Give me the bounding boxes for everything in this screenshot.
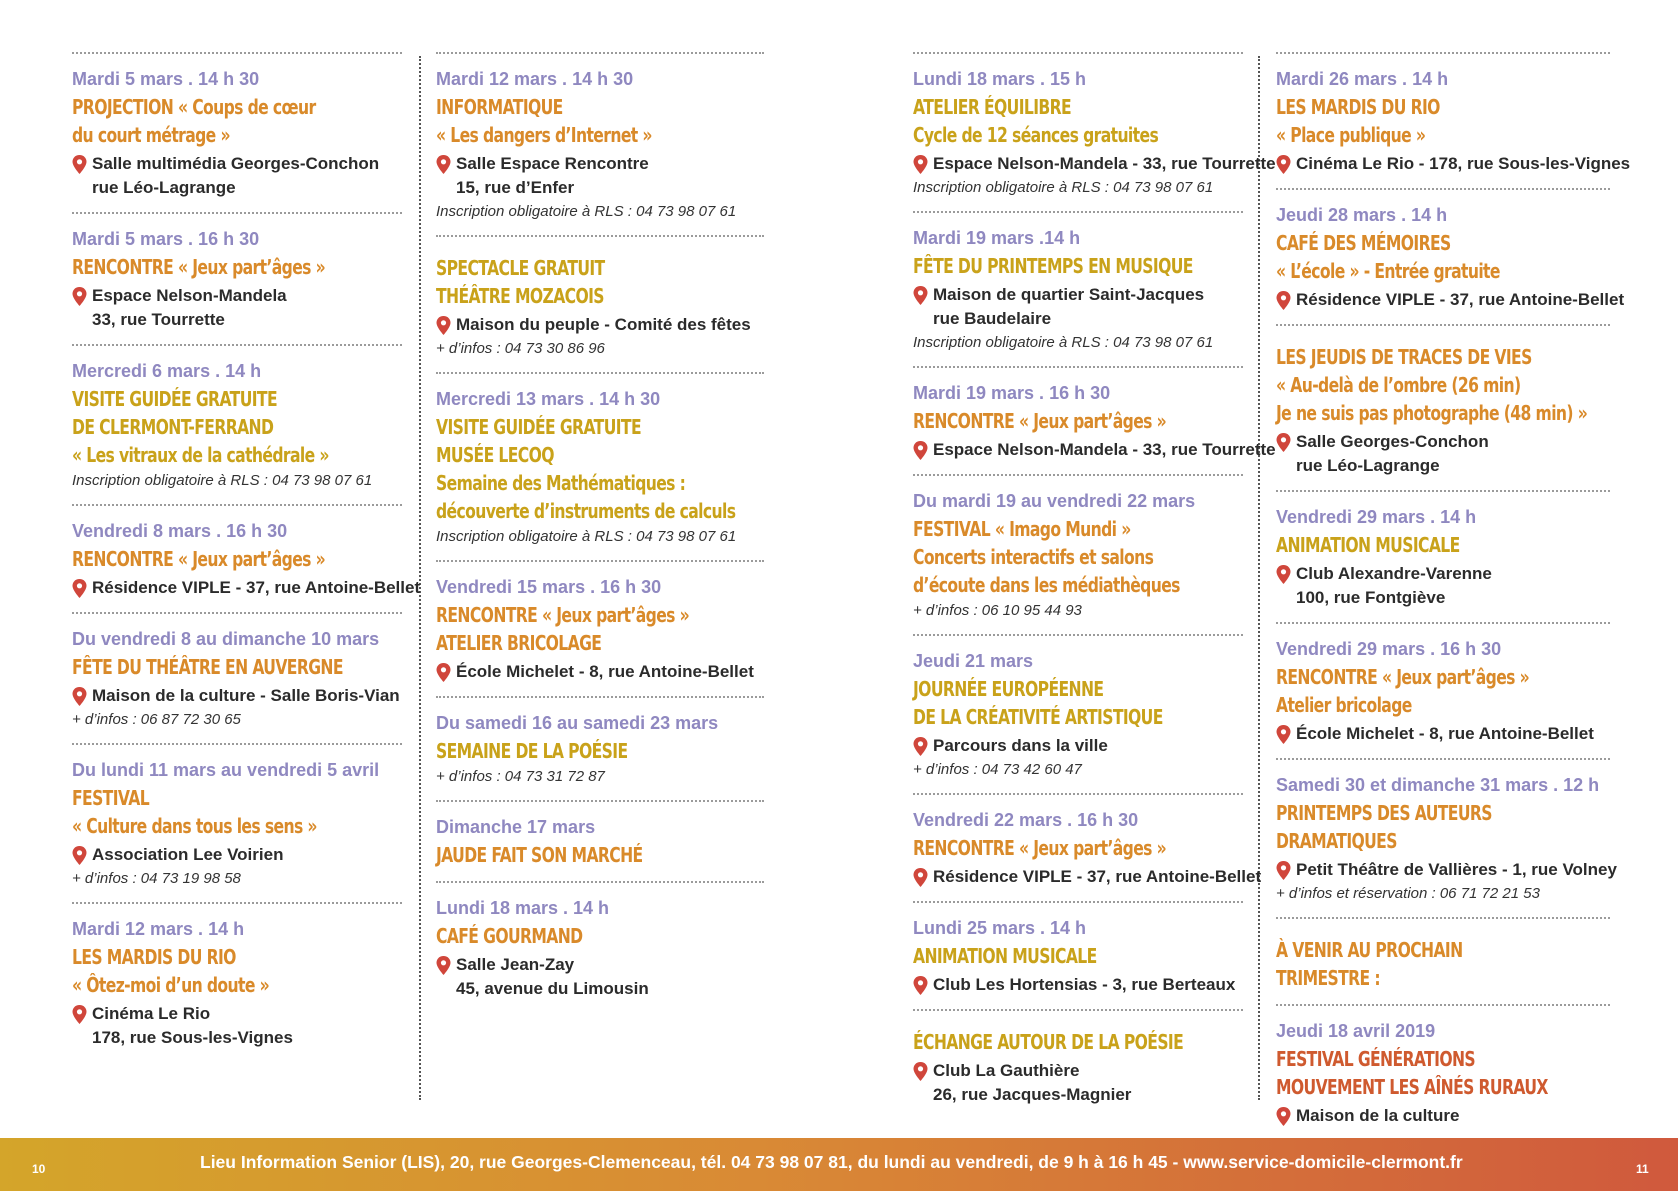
event-title [72,653,401,681]
event-title-line: FESTIVAL « Imago Mundi » [913,517,1131,541]
event-location-line: Maison de la culture [1296,1106,1460,1125]
event-title-line: découverte d’instruments de calculs [436,499,736,523]
event-location [913,152,1276,176]
event-title-line: PRINTEMPS DES AUTEURS [1276,801,1492,825]
event-title-line: « Place publique » [1276,123,1426,147]
event-date: Mardi 19 mars . 16 h 30 [913,383,1111,403]
events-column-3 [913,52,1276,1117]
event-item [1276,52,1631,190]
event-location-line: 45, avenue du Limousin [456,979,649,998]
event-date: Vendredi 29 mars . 14 h [1276,507,1477,527]
location-pin-icon [913,155,928,174]
event-location-line: rue Léo-Lagrange [92,178,236,197]
event-item [72,506,421,614]
event-location-line: Salle Espace Rencontre [456,154,649,173]
event-location-line: École Michelet - 8, rue Antoine-Bellet [1296,724,1594,743]
location-pin-icon [1276,725,1291,744]
event-title [913,407,1242,435]
event-location-line: Maison de la culture - Salle Boris-Vian [92,686,400,705]
event-item [72,745,402,904]
event-title-line: RENCONTRE « Jeux part’âges » [913,836,1167,860]
event-date: Dimanche 17 mars [436,817,596,837]
event-item [913,795,1262,903]
event-item [1276,760,1617,919]
event-item [1276,492,1610,624]
event-item [72,52,402,214]
footer-bar [0,1138,1678,1191]
event-location [913,973,1243,997]
event-location-line: Petit Théâtre de Vallières - 1, rue Volney [1296,860,1617,879]
location-pin-icon [1276,433,1291,452]
event-title-line: ATELIER ÉQUILIBRE [913,95,1072,119]
events-column-4 [1276,52,1631,1138]
event-title [1276,229,1609,285]
event-title-line: VISITE GUIDÉE GRATUITE [72,387,277,411]
event-item [1276,1006,1610,1138]
event-location-line: rue Baudelaire [933,309,1052,328]
event-title-line: Je ne suis pas photographe (48 min) » [1276,401,1588,425]
event-title [1276,343,1609,427]
event-item [1276,190,1625,326]
event-item [436,237,764,374]
event-item [72,214,402,346]
event-title-line: À VENIR AU PROCHAIN [1276,938,1463,962]
event-title-line: RENCONTRE « Jeux part’âges » [436,603,690,627]
event-title [436,93,763,149]
event-date: Jeudi 18 avril 2019 [1276,1021,1436,1041]
location-pin-icon [913,1062,928,1081]
event-title [1276,531,1609,559]
event-location [72,576,421,600]
event-title [913,1028,1242,1056]
event-location-line: Salle multimédia Georges-Conchon [92,154,380,173]
event-location-line: 15, rue d’Enfer [456,178,575,197]
footer-contact-text: Lieu Information Senior (LIS), 20, rue Georges-Clemenceau, tél. 04 73 98 07 81, du lundi au vendredi, de 9 h à 16 h 45 - www.service-domicile-clermont.fr [200,1152,1463,1172]
event-date: Lundi 18 mars . 15 h [913,69,1087,89]
event-title-line: « Les vitraux de la cathédrale » [72,443,329,467]
event-date: Vendredi 8 mars . 16 h 30 [72,521,288,541]
event-item [72,904,402,1060]
event-title-line: JOURNÉE EUROPÉENNE [913,677,1104,701]
event-item [1276,326,1610,492]
event-location [72,152,402,200]
event-location [1276,1104,1610,1128]
event-location [72,684,402,708]
event-item [1276,919,1610,1006]
event-date: Vendredi 15 mars . 16 h 30 [436,577,662,597]
event-title-line: Concerts interactifs et salons [913,545,1154,569]
event-info: + d’infos : 04 73 30 86 96 [436,340,605,357]
event-location [913,865,1262,889]
event-date: Jeudi 21 mars [913,651,1034,671]
event-title-line: FESTIVAL GÉNÉRATIONS [1276,1047,1476,1071]
location-pin-icon [1276,1107,1291,1126]
event-date: Samedi 30 et dimanche 31 mars . 12 h [1276,775,1600,795]
event-location-line: Cinéma Le Rio [92,1004,211,1023]
event-title-line: FESTIVAL [72,786,150,810]
event-location [913,734,1243,758]
event-title-line: RENCONTRE « Jeux part’âges » [913,409,1167,433]
location-pin-icon [1276,291,1291,310]
event-title-line: Cycle de 12 séances gratuites [913,123,1159,147]
event-location-line: Salle Jean-Zay [456,955,575,974]
event-location-line: Maison de quartier Saint-Jacques [933,285,1205,304]
event-title [72,253,401,281]
event-title-line: LES MARDIS DU RIO [72,945,236,969]
location-pin-icon [913,441,928,460]
location-pin-icon [72,155,87,174]
event-title-line: Semaine des Mathématiques : [436,471,686,495]
event-title-line: du court métrage » [72,123,230,147]
event-title-line: FÊTE DU PRINTEMPS EN MUSIQUE [913,254,1193,278]
event-date: Du lundi 11 mars au vendredi 5 avril [72,760,380,780]
event-location [1276,288,1625,312]
event-item [72,346,402,506]
event-title-line: DE LA CRÉATIVITÉ ARTISTIQUE [913,705,1163,729]
event-item [436,698,764,802]
event-location-line: 26, rue Jacques-Magnier [933,1085,1132,1104]
event-item [913,476,1243,636]
event-item [913,213,1243,368]
event-item [72,614,402,745]
event-info: Inscription obligatoire à RLS : 04 73 98 07 61 [913,179,1214,196]
event-location [72,1002,402,1050]
location-pin-icon [1276,155,1291,174]
location-pin-icon [436,956,451,975]
event-date: Mercredi 6 mars . 14 h [72,361,262,381]
event-title-line: SPECTACLE GRATUIT [436,256,605,280]
event-title-line: RENCONTRE « Jeux part’âges » [72,547,326,571]
page-number-right: 11 [1636,1162,1649,1176]
event-title-line: CAFÉ GOURMAND [436,924,583,948]
location-pin-icon [913,737,928,756]
event-location-line: Cinéma Le Rio - 178, rue Sous-les-Vignes [1296,154,1631,173]
event-item [913,368,1276,476]
event-location [436,152,764,200]
event-item [913,52,1276,213]
location-pin-icon [436,155,451,174]
event-location-line: Résidence VIPLE - 37, rue Antoine-Bellet [1296,290,1625,309]
event-info: + d’infos : 06 87 72 30 65 [72,711,241,728]
event-item [1276,624,1610,760]
event-title-line: TRIMESTRE : [1276,966,1380,990]
event-info: Inscription obligatoire à RLS : 04 73 98 07 61 [72,472,373,489]
event-item [913,903,1243,1011]
event-location-line: 33, rue Tourrette [92,310,225,329]
event-location [436,660,764,684]
event-date: Mardi 5 mars . 14 h 30 [72,69,260,89]
event-title [72,93,401,149]
event-location [1276,562,1610,610]
event-location-line: Parcours dans la ville [933,736,1108,755]
location-pin-icon [72,1005,87,1024]
event-title-line: LES MARDIS DU RIO [1276,95,1440,119]
location-pin-icon [72,579,87,598]
event-title [913,675,1242,731]
event-info: Inscription obligatoire à RLS : 04 73 98 07 61 [436,528,737,545]
location-pin-icon [436,316,451,335]
event-title-line: JAUDE FAIT SON MARCHÉ [436,843,643,867]
event-date: Mardi 19 mars .14 h [913,228,1081,248]
location-pin-icon [1276,565,1291,584]
event-title-line: PROJECTION « Coups de cœur [72,95,316,119]
event-location [913,438,1276,462]
event-location-line: Résidence VIPLE - 37, rue Antoine-Bellet [933,867,1262,886]
event-location-line: Club La Gauthière [933,1061,1080,1080]
location-pin-icon [913,868,928,887]
event-info: Inscription obligatoire à RLS : 04 73 98 07 61 [913,334,1214,351]
event-title [436,841,763,869]
event-info: Inscription obligatoire à RLS : 04 73 98 07 61 [436,203,737,220]
event-date: Mardi 5 mars . 16 h 30 [72,229,260,249]
event-location [913,1059,1243,1107]
event-title-line: MOUVEMENT LES AÎNÉS RURAUX [1276,1075,1548,1099]
event-location-line: Association Lee Voirien [92,845,284,864]
event-date: Du vendredi 8 au dimanche 10 mars [72,629,380,649]
event-location-line: Résidence VIPLE - 37, rue Antoine-Bellet [92,578,421,597]
event-title-line: RENCONTRE « Jeux part’âges » [72,255,326,279]
event-item [436,52,764,237]
event-title-line: RENCONTRE « Jeux part’âges » [1276,665,1530,689]
event-title [436,737,763,765]
event-info: + d’infos : 04 73 31 72 87 [436,768,605,785]
event-title-line: DE CLERMONT-FERRAND [72,415,274,439]
event-location [436,313,764,337]
page-number-left: 10 [32,1162,46,1176]
event-location [1276,722,1610,746]
event-info: + d’infos et réservation : 06 71 72 21 53 [1276,885,1540,902]
event-title [1276,93,1609,149]
event-title [1276,936,1609,992]
event-date: Vendredi 29 mars . 16 h 30 [1276,639,1502,659]
event-item [436,802,764,883]
event-location [913,283,1243,331]
event-title [1276,799,1609,855]
event-date: Mardi 26 mars . 14 h [1276,69,1449,89]
event-info: + d’infos : 06 10 95 44 93 [913,602,1082,619]
location-pin-icon [72,846,87,865]
event-item [436,374,764,562]
event-info: + d’infos : 04 73 19 98 58 [72,870,241,887]
event-title-line: « L’école » - Entrée gratuite [1276,259,1500,283]
event-title-line: INFORMATIQUE [436,95,563,119]
event-title [913,93,1242,149]
event-location [1276,152,1631,176]
event-location [1276,430,1610,478]
event-title [913,942,1242,970]
event-location [1276,858,1617,882]
event-item [913,636,1243,795]
event-title [913,834,1242,862]
event-title [436,413,763,525]
event-title-line: Atelier bricolage [1276,693,1412,717]
event-title-line: ANIMATION MUSICALE [1276,533,1460,557]
event-title [72,385,401,469]
event-item [436,883,764,1011]
event-date: Du mardi 19 au vendredi 22 mars [913,491,1196,511]
event-title-line: CAFÉ DES MÉMOIRES [1276,231,1451,255]
location-pin-icon [72,287,87,306]
event-title [1276,1045,1609,1101]
location-pin-icon [913,286,928,305]
event-title [436,601,763,657]
event-date: Mardi 12 mars . 14 h 30 [436,69,634,89]
event-date: Du samedi 16 au samedi 23 mars [436,713,719,733]
event-title [72,943,401,999]
event-location-line: Espace Nelson-Mandela [92,286,287,305]
event-title-line: « Les dangers d’Internet » [436,123,652,147]
event-title [436,922,763,950]
event-location-line: Club Les Hortensias - 3, rue Berteaux [933,975,1236,994]
event-location-line: Club Alexandre-Varenne [1296,564,1492,583]
event-location [72,843,402,867]
event-title-line: VISITE GUIDÉE GRATUITE [436,415,641,439]
event-title-line: THÉÂTRE MOZACOIS [436,284,604,308]
event-location-line: 178, rue Sous-les-Vignes [92,1028,293,1047]
event-item [436,562,764,698]
location-pin-icon [436,663,451,682]
event-location-line: rue Léo-Lagrange [1296,456,1440,475]
event-location [436,953,764,1001]
event-location-line: 100, rue Fontgiève [1296,588,1446,607]
event-title [913,515,1242,599]
event-title-line: d’écoute dans les médiathèques [913,573,1180,597]
event-title-line: « Au-delà de l’ombre (26 min) [1276,373,1521,397]
event-title-line: DRAMATIQUES [1276,829,1397,853]
event-title-line: MUSÉE LECOQ [436,443,554,467]
column-divider-right [1258,56,1260,1100]
events-column-2 [436,52,764,1011]
event-location-line: École Michelet - 8, rue Antoine-Bellet [456,662,754,681]
event-title [436,254,763,310]
location-pin-icon [72,687,87,706]
event-date: Vendredi 22 mars . 16 h 30 [913,810,1139,830]
location-pin-icon [913,976,928,995]
event-date: Mardi 12 mars . 14 h [72,919,245,939]
event-location-line: Maison du peuple - Comité des fêtes [456,315,751,334]
events-column-1 [72,52,421,1060]
event-location [72,284,402,332]
location-pin-icon [1276,861,1291,880]
event-title [913,252,1242,280]
event-location-line: Salle Georges-Conchon [1296,432,1489,451]
event-title-line: ANIMATION MUSICALE [913,944,1097,968]
event-item [913,1011,1243,1117]
event-title-line: « Culture dans tous les sens » [72,814,317,838]
event-location-line: Espace Nelson-Mandela - 33, rue Tourrette [933,154,1276,173]
event-title [72,545,401,573]
event-title-line: SEMAINE DE LA POÉSIE [436,739,628,763]
event-info: + d’infos : 04 73 42 60 47 [913,761,1082,778]
event-title-line: ÉCHANGE AUTOUR DE LA POÉSIE [913,1030,1184,1054]
event-location-line: Espace Nelson-Mandela - 33, rue Tourrette [933,440,1276,459]
event-title [1276,663,1609,719]
event-date: Lundi 25 mars . 14 h [913,918,1087,938]
event-date: Jeudi 28 mars . 14 h [1276,205,1448,225]
event-title-line: FÊTE DU THÉÂTRE EN AUVERGNE [72,655,343,679]
event-date: Lundi 18 mars . 14 h [436,898,610,918]
event-title [72,784,401,840]
event-date: Mercredi 13 mars . 14 h 30 [436,389,661,409]
event-title-line: LES JEUDIS DE TRACES DE VIES [1276,345,1532,369]
event-title-line: ATELIER BRICOLAGE [436,631,602,655]
event-title-line: « Ôtez-moi d’un doute » [72,973,270,997]
